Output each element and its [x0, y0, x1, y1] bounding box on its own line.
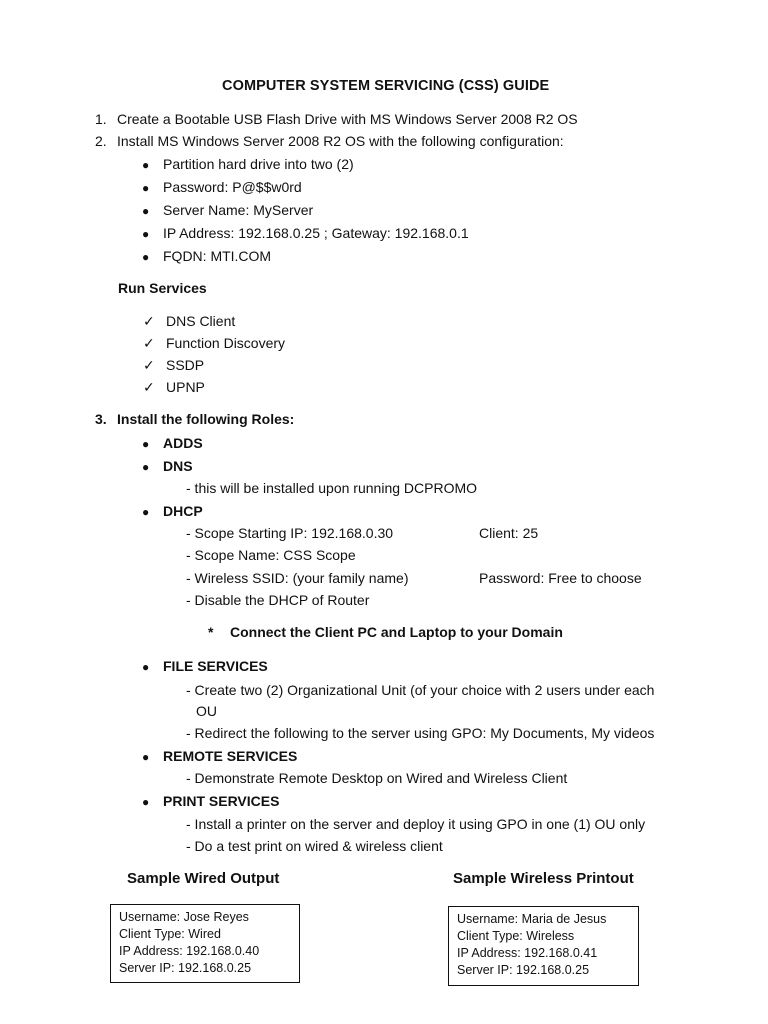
- config-item: FQDN: MTI.COM: [163, 248, 272, 264]
- bullet-icon: ●: [142, 437, 150, 451]
- bullet-icon: ●: [142, 181, 150, 195]
- config-item: Server Name: MyServer: [163, 202, 314, 218]
- sample-wired-title: Sample Wired Output: [127, 870, 280, 887]
- role-note: Password: Free to choose: [479, 570, 642, 586]
- bullet-icon: ●: [142, 227, 150, 241]
- service-item: DNS Client: [166, 313, 236, 329]
- service-item: Function Discovery: [166, 335, 286, 351]
- bullet-icon: ●: [142, 660, 150, 674]
- role-dns: DNS: [163, 458, 193, 474]
- role-adds: ADDS: [163, 435, 203, 451]
- step-text: Install the following Roles:: [117, 411, 295, 427]
- page-title: COMPUTER SYSTEM SERVICING (CSS) GUIDE: [222, 78, 550, 94]
- role-remote: REMOTE SERVICES: [163, 748, 298, 764]
- role-note: - Do a test print on wired & wireless client: [186, 838, 443, 854]
- config-item: IP Address: 192.168.0.25 ; Gateway: 192.168.0.1: [163, 225, 469, 241]
- check-icon: ✓: [143, 335, 155, 351]
- role-print: PRINT SERVICES: [163, 793, 280, 809]
- sample-line: Server IP: 192.168.0.25: [119, 961, 252, 975]
- star-icon: *: [208, 624, 214, 640]
- role-note: - Scope Starting IP: 192.168.0.30: [186, 525, 394, 541]
- role-note: - Scope Name: CSS Scope: [186, 547, 356, 563]
- step-text: Create a Bootable USB Flash Drive with MS Windows Server 2008 R2 OS: [117, 111, 578, 127]
- config-item: Password: P@$$w0rd: [163, 179, 302, 195]
- run-services-heading: Run Services: [118, 280, 207, 296]
- bullet-icon: ●: [142, 750, 150, 764]
- sample-wireless-box: [448, 906, 639, 986]
- bullet-icon: ●: [142, 460, 150, 474]
- sample-line: Username: Jose Reyes: [119, 910, 249, 924]
- role-note: - Install a printer on the server and deploy it using GPO in one (1) OU only: [186, 816, 646, 832]
- role-dhcp: DHCP: [163, 503, 203, 519]
- bullet-icon: ●: [142, 204, 150, 218]
- bullet-icon: ●: [142, 505, 150, 519]
- step-number: 2.: [95, 133, 107, 149]
- role-note: - Disable the DHCP of Router: [186, 592, 370, 608]
- role-note: - Demonstrate Remote Desktop on Wired and Wireless Client: [186, 770, 568, 786]
- check-icon: ✓: [143, 379, 155, 395]
- role-note: Client: 25: [479, 525, 539, 541]
- check-icon: ✓: [143, 357, 155, 373]
- role-note: - Redirect the following to the server using GPO: My Documents, My videos: [186, 725, 655, 741]
- role-file: FILE SERVICES: [163, 658, 268, 674]
- sample-line: Username: Maria de Jesus: [457, 912, 607, 926]
- role-note: - Create two (2) Organizational Unit (of your choice with 2 users under each: [186, 682, 655, 698]
- sample-wired-box: [110, 904, 300, 983]
- role-note: - Wireless SSID: (your family name): [186, 570, 409, 586]
- config-item: Partition hard drive into two (2): [163, 156, 354, 172]
- service-item: SSDP: [166, 357, 205, 373]
- bullet-icon: ●: [142, 795, 150, 809]
- sample-line: IP Address: 192.168.0.40: [119, 944, 260, 958]
- bullet-icon: ●: [142, 250, 150, 264]
- bullet-icon: ●: [142, 158, 150, 172]
- sample-line: Client Type: Wireless: [457, 929, 575, 943]
- role-note: OU: [196, 703, 217, 719]
- sample-line: Client Type: Wired: [119, 927, 221, 941]
- step-number: 1.: [95, 111, 107, 127]
- check-icon: ✓: [143, 313, 155, 329]
- sample-line: IP Address: 192.168.0.41: [457, 946, 598, 960]
- step-text: Install MS Windows Server 2008 R2 OS with the following configuration:: [117, 133, 564, 149]
- sample-wireless-title: Sample Wireless Printout: [453, 870, 634, 887]
- service-item: UPNP: [166, 379, 205, 395]
- step-number: 3.: [95, 411, 107, 427]
- sample-line: Server IP: 192.168.0.25: [457, 963, 590, 977]
- connect-note: Connect the Client PC and Laptop to your Domain: [230, 624, 563, 640]
- role-note: - this will be installed upon running DCPROMO: [186, 480, 478, 496]
